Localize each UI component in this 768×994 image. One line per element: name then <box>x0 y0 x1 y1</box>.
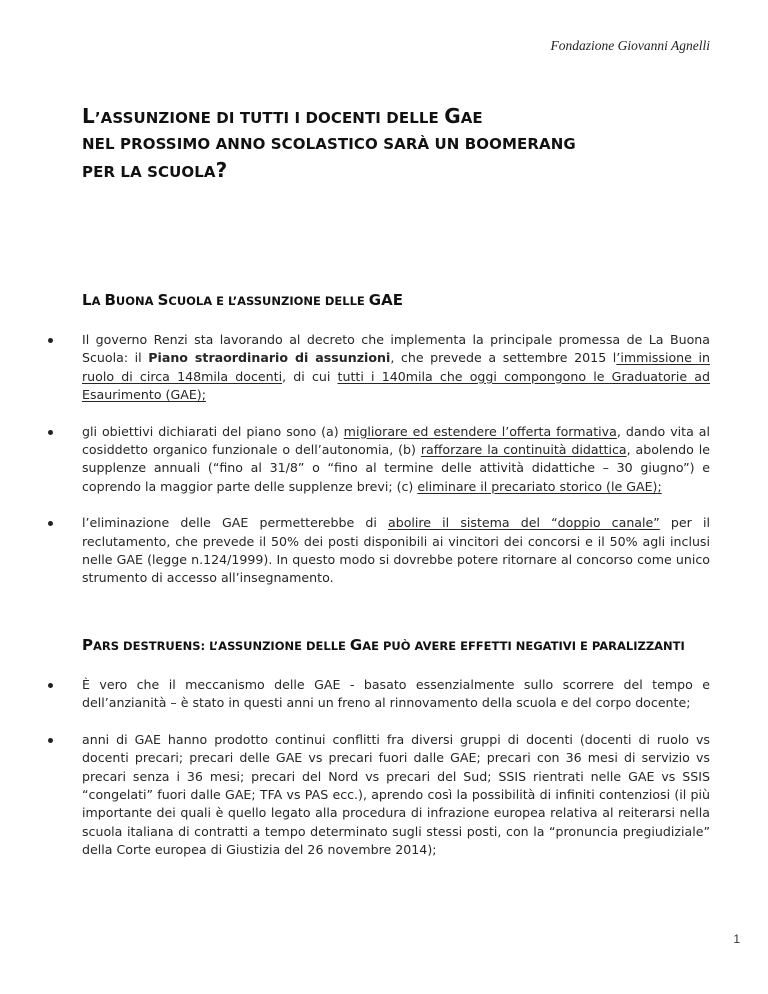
bullet-icon <box>48 738 53 743</box>
document-title <box>82 103 702 185</box>
title-line-3: PER LA SCUOLA? <box>82 158 228 182</box>
list-item: gli obiettivi dichiarati del piano sono (a) migliorare ed estendere l’offerta formativa, dando vita al cosiddetto organico funzionale o dell’autonomia, (b) rafforzare la continuità didattica, abolendo le supplenze annuali (“fino al 31/8” o “fino al termine delle attività didattiche – 30 giugno”) e coprendo la maggior parte delle supplenze brevi; (c) eliminare il precariato storico (le GAE); <box>44 423 710 497</box>
list-item: È vero che il meccanismo delle GAE - basato essenzialmente sullo scorrere del tempo e dell’anzianità – è stato in questi anni un freno al rinnovamento della scuola e del corpo docente; <box>44 676 710 713</box>
bullet-icon <box>48 430 53 435</box>
bullet-icon <box>48 338 53 343</box>
list-item: l’eliminazione delle GAE permetterebbe di abolire il sistema del “doppio canale” per il reclutamento, che prevede il 50% dei posti disponibili ai vincitori dei concorsi e il 50% agli inclusi nelle GAE (legge n.124/1999). In questo modo si dovrebbe potere ritornare al concorso come unico strumento di accesso all’insegnamento. <box>44 514 710 588</box>
title-line-2: NEL PROSSIMO ANNO SCOLASTICO SARÀ UN BOOMERANG <box>82 135 576 153</box>
bullet-list-pars-destruens <box>44 676 710 860</box>
section-heading-buona-scuola: LA BUONA SCUOLA E L’ASSUNZIONE DELLE GAE <box>82 291 403 309</box>
section-heading-pars-destruens: PARS DESTRUENS: L’ASSUNZIONE DELLE GAE PUÒ AVERE EFFETTI NEGATIVI E PARALIZZANTI <box>82 636 685 654</box>
title-line-1: L’ASSUNZIONE DI TUTTI I DOCENTI DELLE GAE <box>82 104 483 128</box>
bullet-list-buona-scuola <box>44 331 710 588</box>
page-number: 1 <box>733 932 740 946</box>
bullet-icon <box>48 521 53 526</box>
running-header: Fondazione Giovanni Agnelli <box>550 38 710 53</box>
list-item: Il governo Renzi sta lavorando al decreto che implementa la principale promessa de La Buona Scuola: il Piano straordinario di assunzioni, che prevede a settembre 2015 l’immissione in ruolo di circa 148mila docenti, di cui tutti i 140mila che oggi compongono le Graduatorie ad Esaurimento (GAE); <box>44 331 710 405</box>
list-item: anni di GAE hanno prodotto continui conflitti fra diversi gruppi di docenti (docenti di ruolo vs docenti precari; precari delle GAE vs precari fuori dalle GAE; precari con 36 mesi di servizio vs precari senza i 36 mesi; precari del Nord vs precari del Sud; SSIS rientrati nelle GAE vs SSIS “congelati” fuori dalle GAE; TFA vs PAS ecc.), aprendo così la possibilità di infiniti contenziosi (il più importante dei quali è quello legato alla procedura di infrazione europea relativa al reiterarsi nella scuola italiana di contratti a tempo determinato sugli stessi posti, con la “pronuncia pregiudiziale” della Corte europea di Giustizia del 26 novembre 2014); <box>44 731 710 860</box>
bullet-icon <box>48 683 53 688</box>
